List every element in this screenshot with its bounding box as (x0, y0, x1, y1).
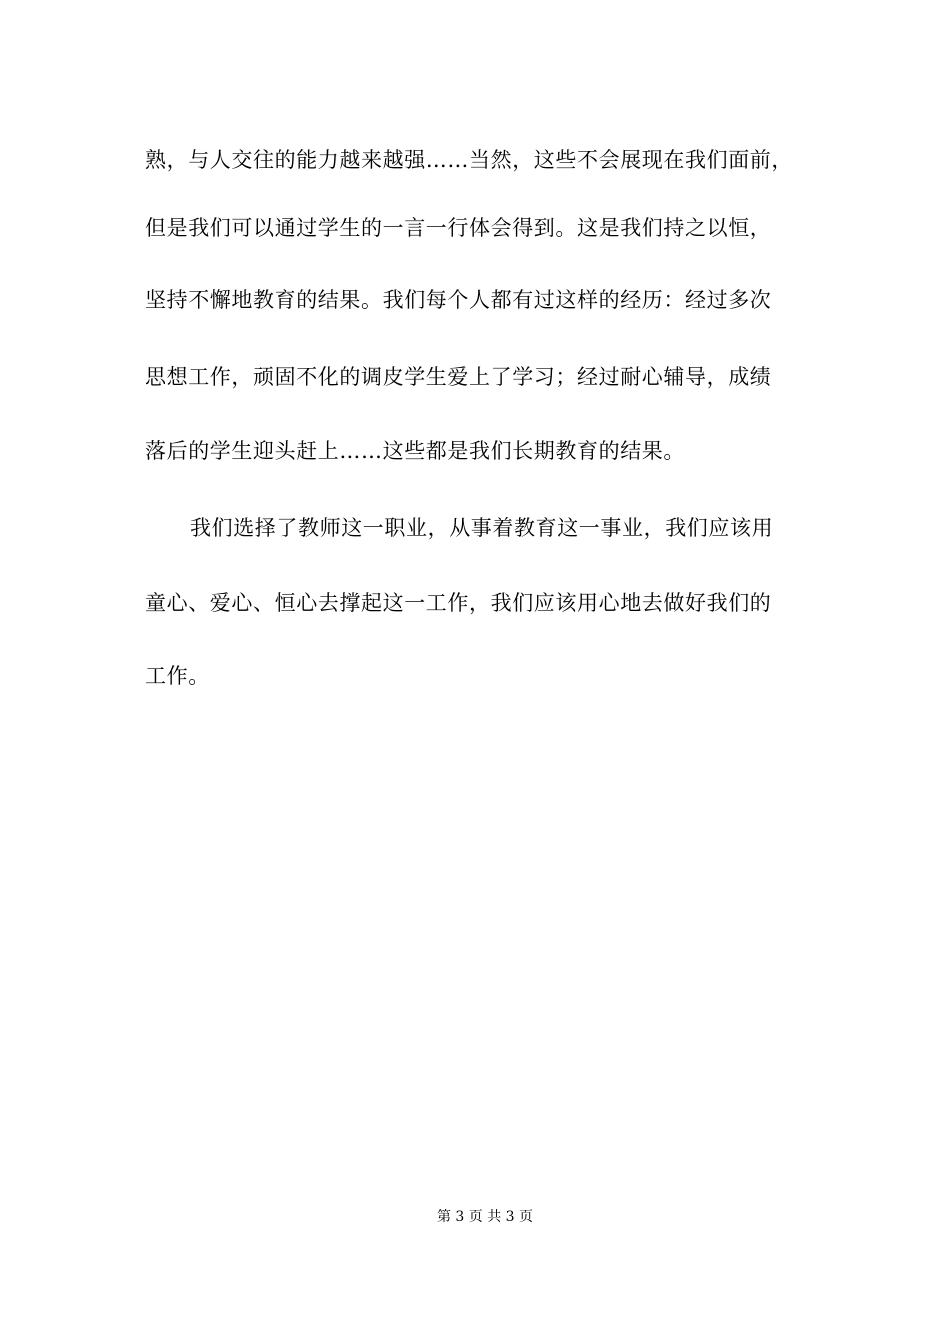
page-number-footer: 第 3 页 共 3 页 (436, 1209, 534, 1225)
paragraph-1-line-1: 熟，与人交往的能力越来越强……当然，这些不会展现在我们面前， (145, 148, 793, 172)
paragraph-2-line-3: 工作。 (145, 664, 210, 688)
paragraph-1-line-2: 但是我们可以通过学生的一言一行体会得到。这是我们持之以恒， (145, 216, 772, 240)
paragraph-1-line-5: 落后的学生迎头赶上……这些都是我们长期教育的结果。 (145, 439, 685, 463)
paragraph-2-line-2: 童心、爱心、恒心去撑起这一工作，我们应该用心地去做好我们的 (145, 591, 772, 615)
paragraph-1-line-3: 坚持不懈地教育的结果。我们每个人都有过这样的经历：经过多次 (145, 288, 772, 312)
paragraph-1-line-4: 思想工作，顽固不化的调皮学生爱上了学习；经过耐心辅导，成绩 (145, 365, 772, 389)
paragraph-2-line-1: 我们选择了教师这一职业，从事着教育这一事业，我们应该用 (190, 516, 774, 540)
